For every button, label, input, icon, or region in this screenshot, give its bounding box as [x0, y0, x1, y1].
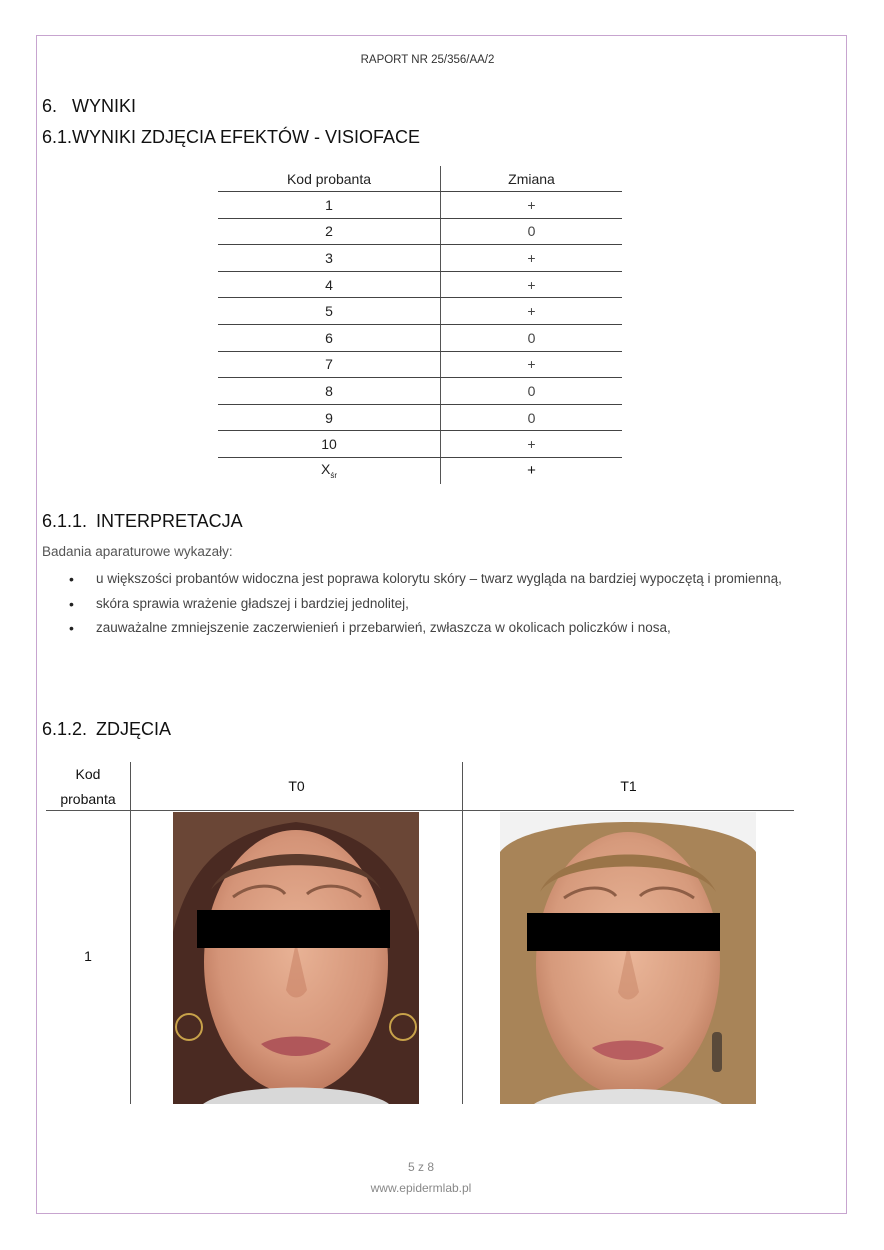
results-row	[218, 271, 622, 298]
results-cell-code: 4	[218, 271, 441, 298]
section-heading-results	[42, 96, 136, 117]
results-cell-change: 0	[441, 324, 623, 351]
page-number: 5 z 8	[407, 1160, 434, 1174]
subsection-heading-visioface: 6.1.WYNIKI ZDJĘCIA EFEKTÓW - VISIOFACE	[42, 127, 421, 147]
results-cell-change: 0	[441, 404, 623, 431]
results-cell-change: +	[441, 192, 623, 219]
bullet-icon: •	[69, 595, 74, 612]
website-link[interactable]: www.epidermlab.pl	[370, 1181, 472, 1195]
results-row	[218, 351, 622, 378]
subsection-heading-photos: 6.1.2. ZDJĘCIA	[42, 719, 172, 739]
average-change: +	[527, 462, 536, 480]
censor-bar	[197, 910, 390, 948]
photos-column-header-t0: T0	[288, 778, 305, 794]
results-table-header	[218, 166, 622, 192]
results-row	[218, 245, 622, 272]
results-cell-code: 9	[218, 404, 441, 431]
results-cell-code: 8	[218, 378, 441, 405]
face-photo-t0	[173, 812, 419, 1104]
results-cell-change: +	[441, 431, 623, 458]
photos-column-header-code: Kod probanta	[60, 766, 116, 807]
photos-row-code: 1	[84, 948, 92, 964]
results-cell-code: 3	[218, 245, 441, 272]
results-row	[218, 404, 622, 431]
results-cell-code: 1	[218, 192, 441, 219]
results-cell-change: 0	[441, 218, 623, 245]
results-row	[218, 378, 622, 405]
results-cell-change: +	[441, 351, 623, 378]
section-title: WYNIKI	[72, 96, 137, 116]
results-row	[218, 298, 622, 325]
interpretation-item: • skóra sprawia wrażenie gładszej i bardziej jednolitej,	[42, 592, 802, 617]
section-number: 6.	[42, 96, 58, 116]
subsection-heading-interpretation: 6.1.1. INTERPRETACJA	[42, 511, 243, 531]
interpretation-list	[42, 567, 802, 641]
average-row	[218, 457, 622, 483]
column-header-code: Kod probanta	[218, 166, 441, 192]
results-cell-code: 6	[218, 324, 441, 351]
average-label: $X_{śr}$	[218, 457, 441, 483]
bullet-icon: •	[69, 571, 74, 587]
photos-table-divider	[130, 762, 131, 1104]
photos-table-header-rule	[46, 810, 794, 811]
photos-column-header-t1: T1	[620, 778, 637, 794]
results-cell-code: 7	[218, 351, 441, 378]
results-cell-code: 2	[218, 218, 441, 245]
results-row	[218, 192, 622, 219]
results-cell-code: 10	[218, 431, 441, 458]
report-number: RAPORT NR 25/356/AA/2	[360, 54, 495, 66]
results-cell-code: 5	[218, 298, 441, 325]
censor-bar	[527, 913, 720, 951]
column-header-change: Zmiana	[441, 166, 623, 192]
interpretation-item: • zauważalne zmniejszenie zaczerwienień i przebarwień, zwłaszcza w okolicach policzków i nosa,	[42, 616, 802, 641]
interpretation-item: • u większości probantów widoczna jest poprawa kolorytu skóry – twarz wygląda na bardziej wypoczętą i promienną,	[42, 567, 802, 592]
results-row	[218, 324, 622, 351]
photos-table-divider	[462, 762, 463, 1104]
bullet-icon: •	[69, 620, 74, 636]
results-row	[218, 431, 622, 458]
results-cell-change: +	[441, 271, 623, 298]
interpretation-lead: Badania aparaturowe wykazały:	[42, 544, 233, 559]
results-row	[218, 218, 622, 245]
results-cell-change: 0	[441, 378, 623, 405]
results-cell-change: +	[441, 245, 623, 272]
results-table	[218, 166, 622, 484]
face-photo-t1	[500, 812, 756, 1104]
results-cell-change: +	[441, 298, 623, 325]
